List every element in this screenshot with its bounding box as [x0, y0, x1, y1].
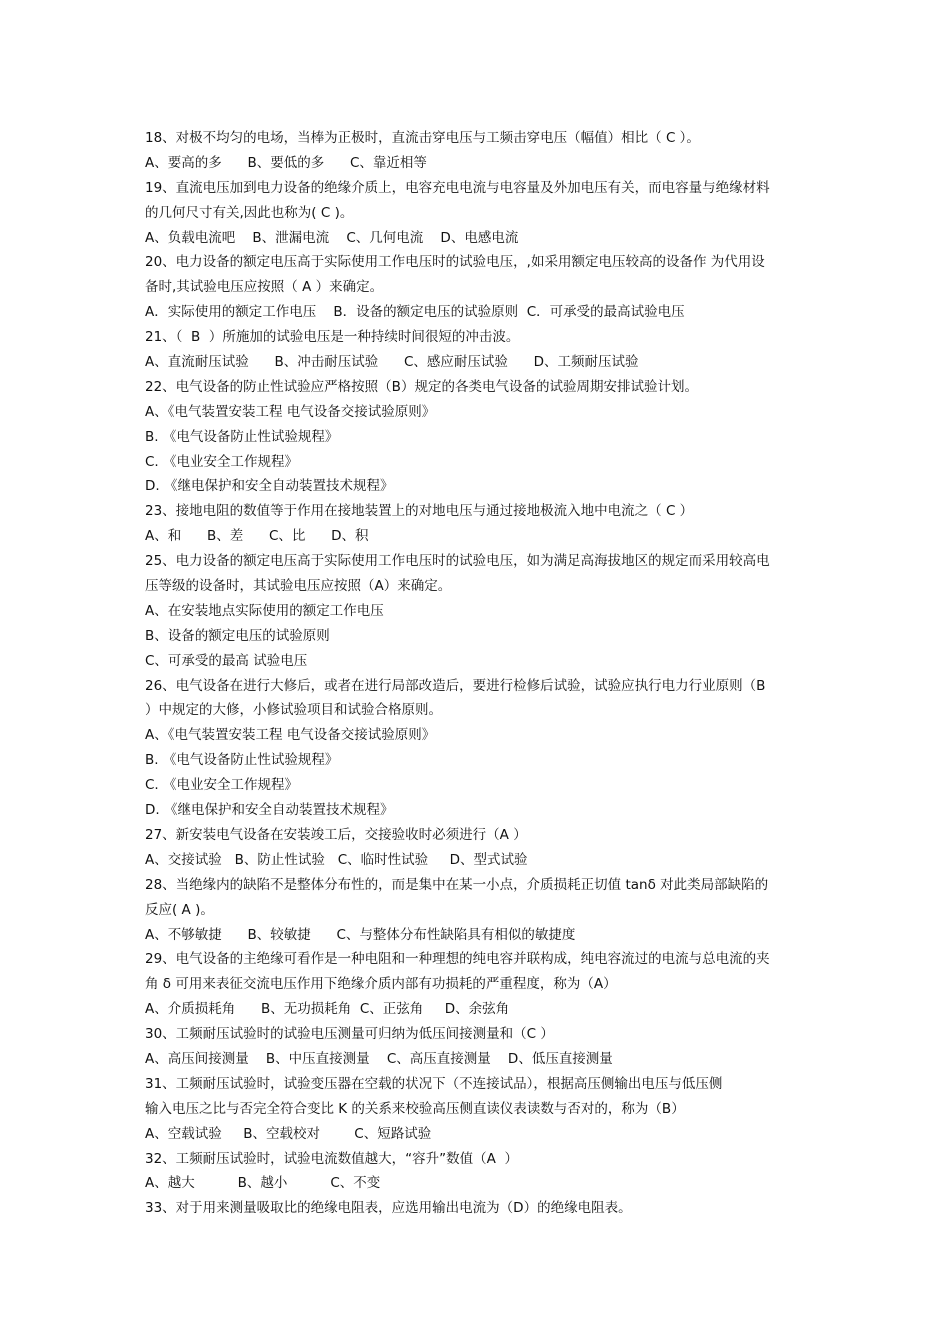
- options-32: A、越大 B、越小 C、不变: [145, 1175, 381, 1192]
- question-26-line1: 26、电气设备在进行大修后，或者在进行局部改造后，要进行检修后试验，试验应执行电力行业原则（B: [145, 677, 766, 694]
- question-27: 27、新安装电气设备在安装竣工后，交接验收时必须进行（A ）: [145, 826, 527, 843]
- option-26-a: A、《电气装置安装工程 电气设备交接试验原则》: [145, 727, 436, 744]
- options-20: A．实际使用的额定工作电压 B．设备的额定电压的试验原则 C．可承受的最高试验电压: [145, 304, 685, 321]
- option-25-c: C、可承受的最高 试验电压: [145, 652, 308, 669]
- options-18: A、要高的多 B、要低的多 C、靠近相等: [145, 154, 427, 171]
- options-31: A、空载试验 B、空载校对 C、短路试验: [145, 1125, 432, 1142]
- question-22: 22、电气设备的防止性试验应严格按照（B）规定的各类电气设备的试验周期安排试验计划。: [145, 378, 698, 395]
- options-21: A、直流耐压试验 B、冲击耐压试验 C、感应耐压试验 D、工频耐压试验: [145, 354, 639, 371]
- question-33: 33、对于用来测量吸取比的绝缘电阻表，应选用输出电流为（D）的绝缘电阻表。: [145, 1200, 632, 1217]
- question-20-line1: 20、电力设备的额定电压高于实际使用工作电压时的试验电压，,如采用额定电压较高的设备作 为代用设: [145, 254, 765, 271]
- question-29-line1: 29、电气设备的主绝缘可看作是一种电阻和一种理想的纯电容并联构成，纯电容流过的电流与总电流的夹: [145, 951, 770, 968]
- question-23: 23、接地电阻的数值等于作用在接地装置上的对地电压与通过接地极流入地中电流之（ C ）: [145, 503, 694, 520]
- question-19-line1: 19、直流电压加到电力设备的绝缘介质上，电容充电电流与电容量及外加电压有关，而电容量与绝缘材料: [145, 179, 770, 196]
- option-22-d: D. 《继电保护和安全自动装置技术规程》: [145, 478, 394, 495]
- options-29: A、介质损耗角 B、无功损耗角 C、正弦角 D、余弦角: [145, 1001, 510, 1018]
- options-27: A、交接试验 B、防止性试验 C、临时性试验 D、型式试验: [145, 851, 528, 868]
- option-22-a: A、《电气装置安装工程 电气设备交接试验原则》: [145, 403, 436, 420]
- question-20-line2: 备时,其试验电压应按照（ A ）来确定。: [145, 279, 384, 296]
- question-29-line2: 角 δ 可用来表征交流电压作用下绝缘介质内部有功损耗的严重程度，称为（A）: [145, 976, 617, 993]
- options-30: A、高压间接测量 B、中压直接测量 C、高压直接测量 D、低压直接测量: [145, 1050, 613, 1067]
- question-19-line2: 的几何尺寸有关,因此也称为( C )。: [145, 204, 354, 221]
- question-28-line2: 反应( A )。: [145, 901, 214, 918]
- question-31-line1: 31、工频耐压试验时，试验变压器在空载的状况下（不连接试品），根据高压侧输出电压与低压侧: [145, 1075, 723, 1092]
- question-21: 21、（ B ）所施加的试验电压是一种持续时间很短的冲击波。: [145, 329, 520, 346]
- question-32: 32、工频耐压试验时，试验电流数值越大，“容升”数值（A ）: [145, 1150, 518, 1167]
- question-18: 18、对极不均匀的电场，当棒为正极时，直流击穿电压与工频击穿电压（幅值）相比（ C ）。: [145, 130, 700, 146]
- option-26-b: B. 《电气设备防止性试验规程》: [145, 752, 339, 769]
- options-28: A、不够敏捷 B、较敏捷 C、与整体分布性缺陷具有相似的敏捷度: [145, 926, 576, 943]
- question-25-line2: 压等级的设备时，其试验电压应按照（A）来确定。: [145, 578, 452, 595]
- question-30: 30、工频耐压试验时的试验电压测量可归纳为低压间接测量和（C ）: [145, 1026, 554, 1043]
- option-22-b: B. 《电气设备防止性试验规程》: [145, 428, 339, 445]
- question-28-line1: 28、当绝缘内的缺陷不是整体分布性的，而是集中在某一小点，介质损耗正切值 tanδ 对此类局部缺陷的: [145, 876, 769, 893]
- option-25-b: B、设备的额定电压的试验原则: [145, 627, 330, 644]
- options-19: A、负载电流吧 B、泄漏电流 C、几何电流 D、电感电流: [145, 229, 519, 246]
- option-26-c: C. 《电业安全工作规程》: [145, 777, 299, 794]
- option-26-d: D. 《继电保护和安全自动装置技术规程》: [145, 802, 394, 819]
- question-text-block: [145, 126, 817, 1221]
- question-26-line2: ）中规定的大修，小修试验项目和试验合格原则。: [145, 702, 442, 719]
- option-25-a: A、在安装地点实际使用的额定工作电压: [145, 602, 384, 619]
- options-23: A、和 B、差 C、比 D、积: [145, 528, 369, 545]
- option-22-c: C. 《电业安全工作规程》: [145, 453, 299, 470]
- question-31-line2: 输入电压之比与否完全符合变比 K 的关系来校验高压侧直读仪表读数与否对的，称为（B）: [145, 1100, 685, 1117]
- question-25-line1: 25、电力设备的额定电压高于实际使用工作电压时的试验电压，如为满足高海拔地区的规定而采用较高电: [145, 553, 770, 570]
